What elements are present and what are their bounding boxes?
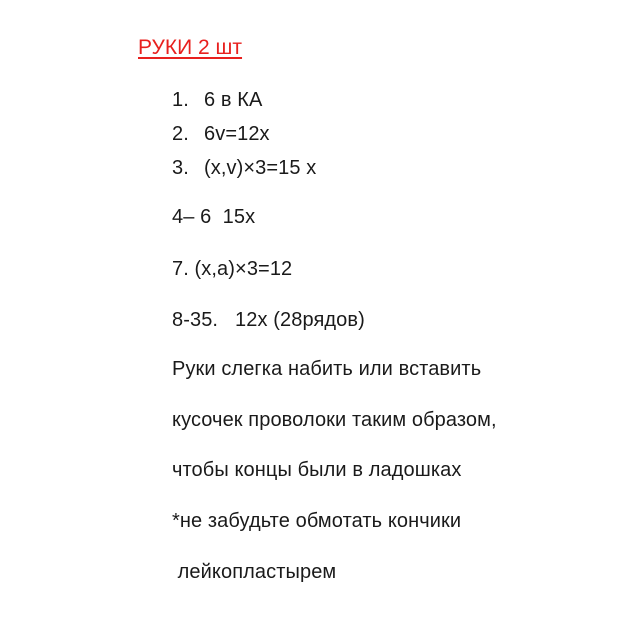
step-text: (x,v)×3=15 x <box>204 157 317 179</box>
row-8-35: 8-35. 12x (28рядов) <box>172 309 365 331</box>
note-line-2: кусочек проволоки таким образом, <box>172 409 497 431</box>
step-3 <box>172 157 316 180</box>
step-text: 6v=12x <box>204 123 270 145</box>
step-text: 6 в КА <box>204 89 263 111</box>
row-4-6: 4– 6 15x <box>172 206 256 228</box>
step-number: 2. <box>172 123 189 145</box>
step-number: 3. <box>172 157 189 179</box>
note-line-5: лейкопластырем <box>172 561 337 583</box>
step-number: 1. <box>172 89 189 111</box>
section-heading: РУКИ 2 шт <box>138 36 243 59</box>
note-line-1: Руки слегка набить или вставить <box>172 358 482 380</box>
step-2 <box>172 123 270 146</box>
note-line-3: чтобы концы были в ладошках <box>172 459 462 481</box>
note-line-4: *не забудьте обмотать кончики <box>172 510 462 532</box>
step-1 <box>172 89 262 112</box>
row-7: 7. (x,a)×3=12 <box>172 258 293 280</box>
